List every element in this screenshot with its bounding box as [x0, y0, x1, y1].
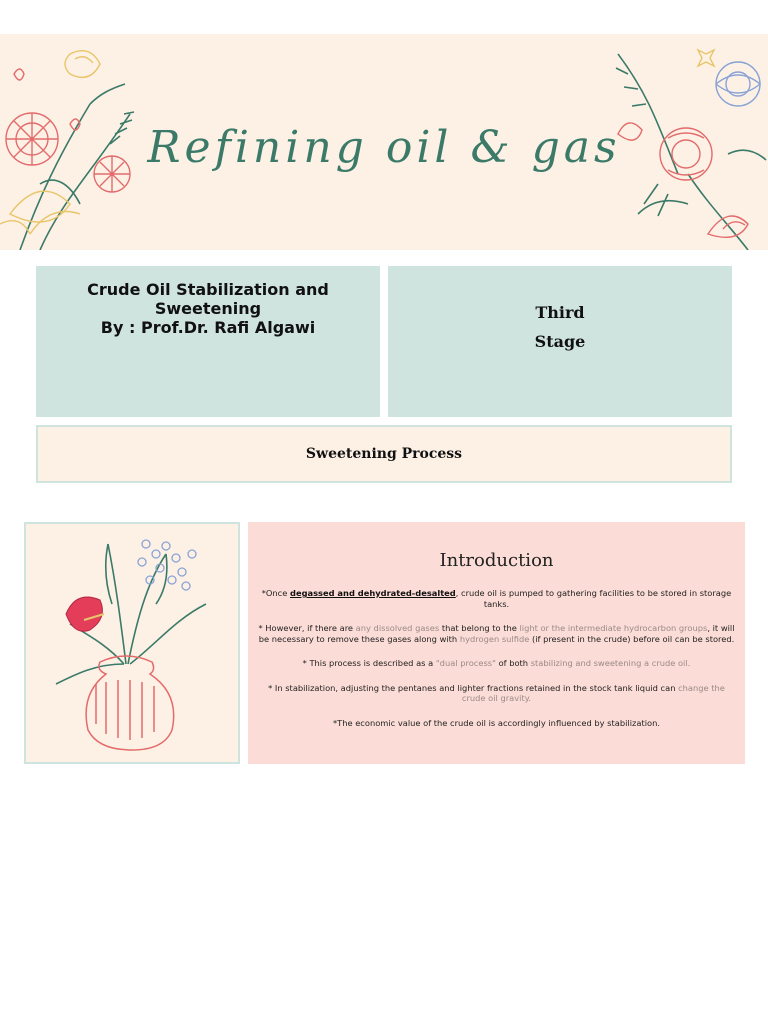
intro-p2-c: that belong to the — [439, 623, 520, 633]
course-title: Crude Oil Stabilization and Sweetening — [87, 280, 329, 318]
intro-paragraph-2 — [258, 623, 735, 644]
section-title-bar — [36, 425, 732, 483]
intro-p2-f: hydrogen sulfide — [459, 633, 530, 644]
intro-paragraph-3 — [258, 658, 735, 669]
intro-paragraph-5: *The economic value of the crude oil is accordingly influenced by stabilization. — [332, 717, 660, 728]
intro-p2-g: (if present in the crude) before oil can be stored. — [529, 633, 735, 644]
intro-p2-e: , it will be necessary to remove these gases along with — [258, 623, 735, 644]
intro-p4-a: * In stabilization, adjusting the pentanes and lighter fractions retained in the stock tank liquid can — [268, 682, 679, 693]
intro-p2-d: light or the intermediate hydrocarbon groups — [519, 623, 708, 633]
intro-paragraph-1 — [258, 588, 735, 609]
intro-p2-b: any dissolved gases — [355, 623, 440, 633]
author-name: By : Prof.Dr. Rafi Algawi — [100, 318, 316, 337]
introduction-heading: Introduction — [439, 550, 554, 571]
intro-p3-c: of both — [495, 658, 531, 668]
introduction-body — [258, 588, 735, 742]
flower-vase-icon — [26, 524, 238, 762]
intro-p1-emphasis: degassed and dehydrated-desalted — [290, 588, 456, 598]
intro-p3-d: stabilizing and sweetening a crude oil. — [530, 658, 691, 668]
intro-p4-b: change the crude oil gravity. — [461, 682, 725, 703]
intro-p3-b: "dual process" — [435, 658, 496, 668]
stage-line-2: Stage — [534, 332, 586, 351]
banner-title: Refining oil & gas — [147, 122, 621, 173]
intro-p3-a: * This process is described as a — [302, 658, 436, 668]
intro-p2-a: * However, if there are — [258, 623, 356, 633]
intro-p1-suffix: , crude oil is pumped to gathering facilities to be stored in storage tanks. — [455, 588, 732, 609]
stage-info-card — [388, 266, 732, 417]
section-title: Sweetening Process — [305, 446, 463, 462]
intro-paragraph-4 — [258, 683, 735, 704]
stage-label — [508, 298, 612, 356]
stage-line-1: Third — [535, 303, 585, 322]
introduction-card — [248, 522, 745, 764]
intro-p1-prefix: *Once — [261, 588, 290, 598]
header-banner — [0, 34, 768, 250]
course-info-card — [36, 266, 380, 417]
floral-bouquet-right-icon — [598, 34, 768, 250]
illustration-card — [24, 522, 240, 764]
